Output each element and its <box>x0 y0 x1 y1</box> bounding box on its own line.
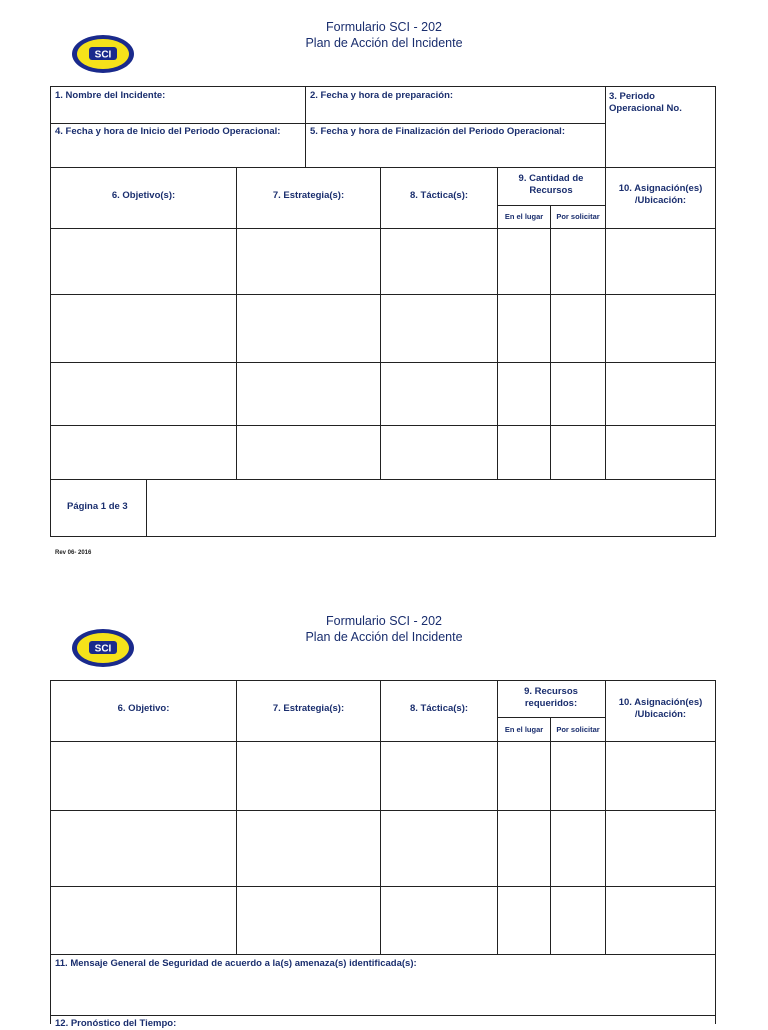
form2-title: Formulario SCI - 202 <box>325 614 442 628</box>
form1-subtitle: Plan de Acción del Incidente <box>305 36 463 50</box>
header-resources: 9. Cantidad de Recursos <box>518 173 584 196</box>
logo-text: SCI <box>94 643 112 655</box>
field-end-date: 5. Fecha y hora de Finalización del Periodo Operacional: <box>310 126 565 137</box>
field-prep-date: 2. Fecha y hora de preparación: <box>310 90 454 101</box>
page-number: Página 1 de 3 <box>67 501 128 512</box>
field-start-date: 4. Fecha y hora de Inicio del Periodo Operacional: <box>55 126 281 137</box>
header-objective: 6. Objetivo: <box>117 703 170 714</box>
field-operational-period: 3. Periodo Operacional No. <box>609 91 682 114</box>
revision-label: Rev 06- 2016 <box>55 550 92 556</box>
header-assignment: 10. Asignación(es) /Ubicación: <box>618 697 703 720</box>
header-tactic: 8. Táctica(s): <box>409 190 469 201</box>
form2-subtitle: Plan de Acción del Incidente <box>305 630 463 644</box>
logo-text: SCI <box>94 49 112 61</box>
sci-logo <box>70 627 136 669</box>
sci-logo <box>70 33 136 75</box>
form1-title: Formulario SCI - 202 <box>325 20 442 34</box>
header-on-site: En el lugar <box>504 212 544 221</box>
header-assignment: 10. Asignación(es) /Ubicación: <box>618 183 703 206</box>
field-safety-message: 11. Mensaje General de Seguridad de acuerdo a la(s) amenaza(s) identificada(s): <box>55 958 417 969</box>
header-strategy: 7. Estrategia(s): <box>272 703 345 714</box>
header-objective: 6. Objetivo(s): <box>111 190 176 201</box>
header-on-site: En el lugar <box>504 725 544 734</box>
header-tactic: 8. Táctica(s): <box>409 703 469 714</box>
header-to-request: Por solicitar <box>556 212 600 221</box>
header-strategy: 7. Estrategia(s): <box>272 190 345 201</box>
field-incident-name: 1. Nombre del Incidente: <box>55 90 166 101</box>
header-to-request: Por solicitar <box>556 725 600 734</box>
header-required-resources: 9. Recursos requeridos: <box>524 686 578 709</box>
field-weather-forecast: 12. Pronóstico del Tiempo: <box>55 1018 177 1029</box>
